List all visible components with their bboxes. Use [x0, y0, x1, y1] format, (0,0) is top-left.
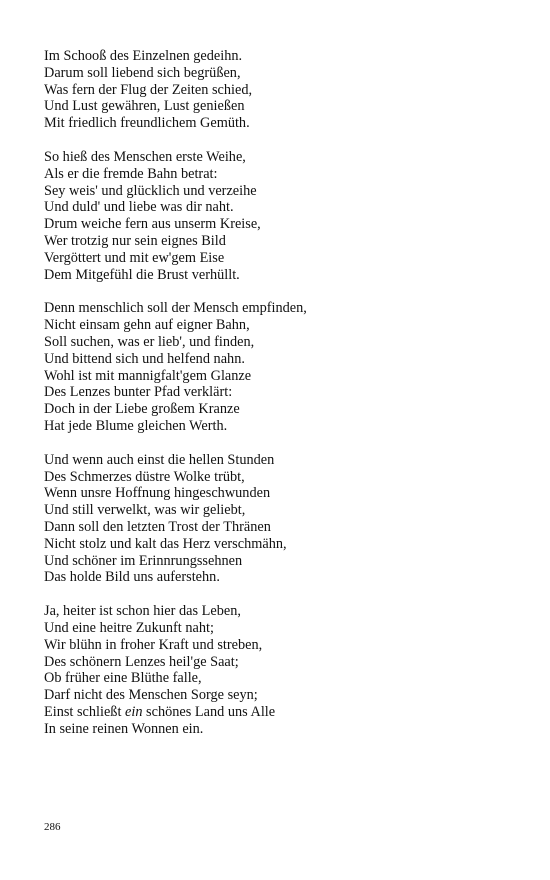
poem-line: Darf nicht des Menschen Sorge seyn;: [44, 687, 258, 704]
emphasis-line-suffix: schönes Land uns Alle: [142, 703, 276, 720]
poem-line: Wer trotzig nur sein eignes Bild: [44, 232, 226, 249]
poem-line: Das holde Bild uns auferstehn.: [44, 569, 220, 586]
poem-line: So hieß des Menschen erste Weihe,: [44, 148, 246, 165]
poem-line: Mit friedlich freundlichem Gemüth.: [44, 115, 250, 132]
poem-line: Und eine heitre Zukunft naht;: [44, 619, 214, 636]
poem-line: Ob früher eine Blüthe falle,: [44, 670, 202, 687]
poem-line: Als er die fremde Bahn betrat:: [44, 165, 218, 182]
poem-line: Doch in der Liebe großem Kranze: [44, 401, 240, 418]
stanza-5: [44, 603, 514, 737]
poem-line: Wenn unsre Hoffnung hingeschwunden: [44, 485, 271, 502]
stanza-4: [44, 452, 514, 586]
poem-line: Des schönern Lenzes heil'ge Saat;: [44, 653, 239, 670]
stanza-2: [44, 149, 514, 283]
poem-line: In seine reinen Wonnen ein.: [44, 720, 204, 737]
poem-line: Im Schooß des Einzelnen gedeihn.: [44, 48, 243, 64]
poem-line: Und still verwelkt, was wir geliebt,: [44, 502, 246, 519]
emphasized-word: ein: [125, 703, 143, 720]
poem-line: Und Lust gewähren, Lust genießen: [44, 98, 245, 115]
poem-line: Dem Mitgefühl die Brust verhüllt.: [44, 266, 240, 283]
page-number: 286: [44, 821, 61, 833]
poem-line: Sey weis' und glücklich und verzeihe: [44, 182, 257, 199]
poem-line: Nicht stolz und kalt das Herz verschmähn,: [44, 535, 287, 552]
poem-line: Wohl ist mit mannigfalt'gem Glanze: [44, 367, 252, 384]
poem-line: Des Lenzes bunter Pfad verklärt:: [44, 384, 233, 401]
poem-line: Und schöner im Erinnrungssehnen: [44, 552, 243, 569]
poem-line: Wir blühn in froher Kraft und streben,: [44, 636, 263, 653]
poem-line: Hat jede Blume gleichen Werth.: [44, 417, 228, 434]
poem-line-with-emphasis: [44, 704, 514, 721]
emphasis-line-prefix: Einst schließt: [44, 703, 126, 720]
poem-line: Dann soll den letzten Trost der Thränen: [44, 518, 271, 535]
poem-line: Vergöttert und mit ew'gem Eise: [44, 249, 225, 266]
stanza-1: [44, 48, 514, 132]
poem-line: Des Schmerzes düstre Wolke trübt,: [44, 468, 245, 485]
poem-line: Was fern der Flug der Zeiten schied,: [44, 81, 253, 98]
poem-line: Und bittend sich und helfend nahn.: [44, 350, 245, 367]
poem-line: Drum weiche fern aus unserm Kreise,: [44, 216, 261, 233]
poem-text: [44, 48, 514, 754]
poem-line: Und duld' und liebe was dir naht.: [44, 199, 234, 216]
stanza-3: [44, 300, 514, 434]
poem-line: Ja, heiter ist schon hier das Leben,: [44, 603, 241, 620]
poem-line: Darum soll liebend sich begrüßen,: [44, 64, 241, 81]
poem-line: Und wenn auch einst die hellen Stunden: [44, 451, 275, 468]
poem-line: Nicht einsam gehn auf eigner Bahn,: [44, 317, 250, 334]
poem-line: Denn menschlich soll der Mensch empfinden,: [44, 300, 307, 317]
poem-line: Soll suchen, was er lieb', und finden,: [44, 333, 255, 350]
